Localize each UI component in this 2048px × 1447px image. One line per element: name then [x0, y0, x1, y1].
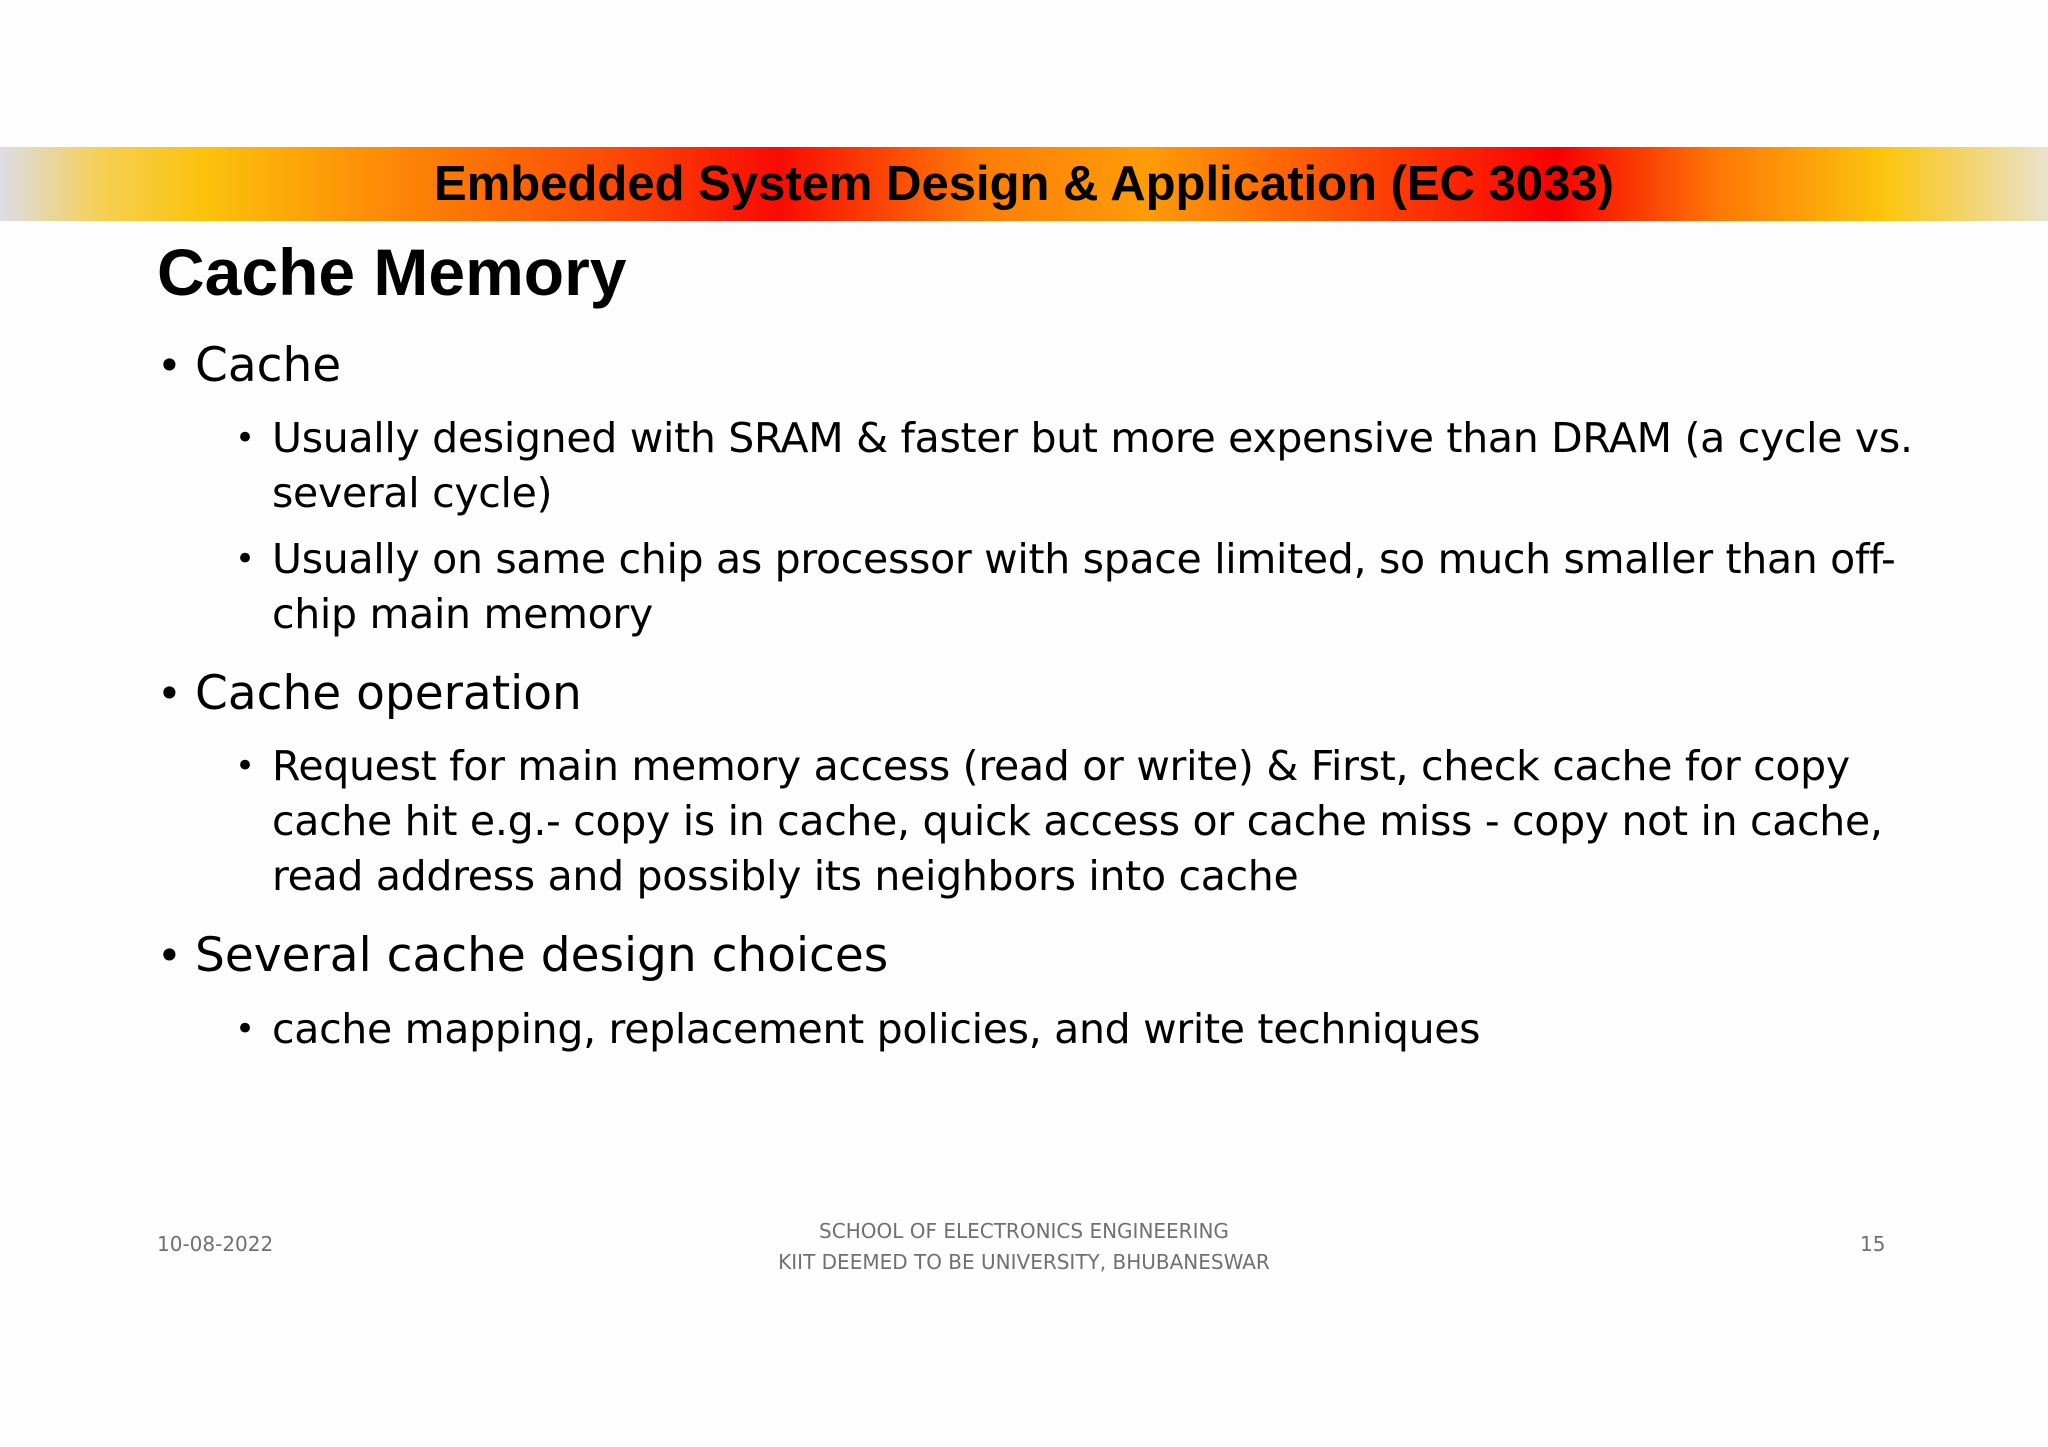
bullet-dot-icon: • — [157, 669, 182, 718]
sub-bullet-text: Request for main memory access (read or write) & First, check cache for copy cache hit e.g.- copy is in cache, quick access or cache miss - copy not in cache, read address and possibly its neighbors into cache — [272, 742, 1883, 900]
header-band — [0, 147, 2048, 221]
bullet-dot-icon: • — [157, 341, 182, 390]
footer-school-line2: KIIT DEEMED TO BE UNIVERSITY, BHUBANESWAR — [778, 1250, 1270, 1274]
course-title: Embedded System Design & Application (EC 3033) — [434, 157, 1614, 211]
sub-bullet-sram — [235, 411, 1915, 521]
bullet-text: Cache — [195, 338, 342, 393]
sub-bullet-same-chip — [235, 532, 1915, 642]
slide-title: Cache Memory — [157, 235, 627, 309]
sub-bullet-dot-icon: • — [235, 539, 256, 579]
sub-bullet-text: cache mapping, replacement policies, and write techniques — [272, 1005, 1481, 1053]
sub-bullet-mapping — [235, 1002, 1915, 1057]
sub-bullet-text: Usually on same chip as processor with space limited, so much smaller than off-chip main memory — [272, 535, 1896, 638]
sub-bullet-dot-icon: • — [235, 1009, 256, 1049]
footer-page-number: 15 — [1860, 1232, 1886, 1256]
bullet-dot-icon: • — [157, 931, 182, 980]
footer-school — [624, 1216, 1424, 1278]
sub-bullet-text: Usually designed with SRAM & faster but more expensive than DRAM (a cycle vs. several cycle) — [272, 414, 1913, 517]
sub-bullet-dot-icon: • — [235, 418, 256, 458]
sub-bullet-dot-icon: • — [235, 746, 256, 786]
footer-school-line1: SCHOOL OF ELECTRONICS ENGINEERING — [819, 1219, 1229, 1243]
sub-bullet-request — [235, 739, 1915, 904]
bullet-text: Cache operation — [195, 666, 582, 721]
bullet-text: Several cache design choices — [195, 928, 889, 983]
footer-date: 10-08-2022 — [157, 1232, 274, 1256]
